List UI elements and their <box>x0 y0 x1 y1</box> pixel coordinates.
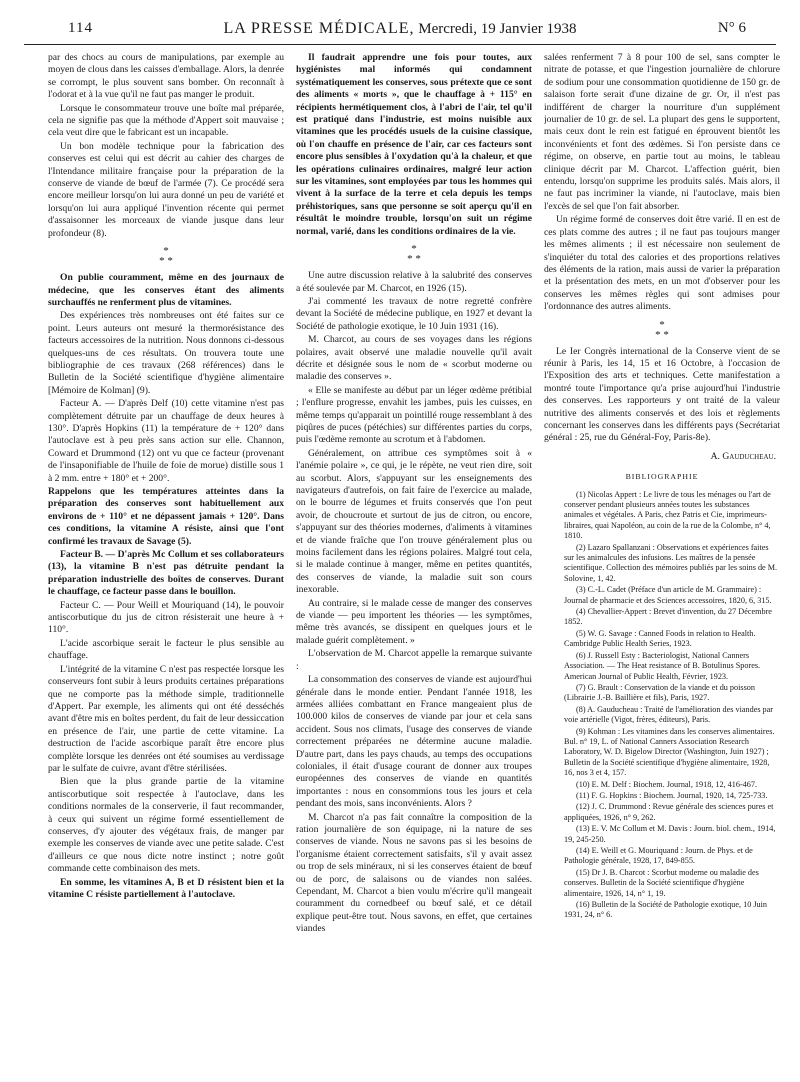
quotation: Généralement, on attribue ces symptômes soit à « l'anémie polaire », ce qui, je le répète, ne veut rien dire, soit au scorbut. Alors, s'appuyant sur les enseignements des navigateurs d'autrefois, on fait faire de l'exercice au malade, on le bourre de légumes et fruits conservés que l'on peut avoir, de choucroute et surtout de jus de citron, ou encore, s'appuyant sur des théories modernes, d'aliments à vitamines et de viande fraîche que l'on trouve généralement plus ou moins facilement dans les régions polaires. Malgré tout cela, si le malade continue à manger, même en petites quantités, des conserves de viande, la maladie suit son cours inexorable. <box>296 447 532 596</box>
paragraph: Un régime formé de conserves doit être varié. Il en est de ces plats comme des autres ; il ne faut pas toujours manger les mêmes aliments ; il est nécessaire non seulement de s'inquiéter du total des calories et des proportions relatives des éléments de la ration, mais aussi de varier la préparation et la présentation des mets, en un mot d'observer pour les conserves les mêmes règles qui sont admises pour l'ordonnance des autres aliments. <box>544 214 780 313</box>
column-1 <box>48 52 284 1072</box>
column-3 <box>544 52 780 1072</box>
bibliography-entry: (14) E. Weill et G. Mouriquand : Journ. de Phys. et de Pathologie générale, 1928, 17, 849-855. <box>564 846 753 866</box>
bibliography-entry: (11) F. G. Hopkins : Biochem. Journal, 1920, 14, 725-733. <box>576 790 768 800</box>
paragraph: Facteur C. — Pour Weill et Mouriquand (14), le pouvoir antiscorbutique du jus de citron résisterait une heure à + 110°. <box>48 599 284 636</box>
section-separator: * * * <box>159 245 173 268</box>
running-title <box>24 20 776 38</box>
paragraph: La consommation des conserves de viande est aujourd'hui générale dans le monde entier. Pendant l'année 1918, les armées alliées combattant en France mangeaient plus de 100.000 kilos de conserves de viande par jour et cela sans accident. Sous nos climats, l'usage des conserves de viande correctement préparées ne détermine aucune maladie. D'autre part, dans les pays chauds, au temps des occupations coloniales, il était d'usage courant de donner aux troupes européennes des conserves de viande en quantités importantes : nous en consommions tous les jours et cela pendant des mois, sans inconvénients. Alors ? <box>296 674 532 810</box>
bibliography-entry: (15) Dr J. B. Charcot : Scorbut moderne ou maladie des conserves. Bulletin de la Société scientifique d'hygiène alimentaire, 1926, 14, n° 1, 19. <box>564 867 759 898</box>
article-body <box>48 52 780 1072</box>
paragraph: Rappelons que les températures atteintes dans la préparation des conserves sont habituellement aux environs de + 110° et ne dépassent jamais + 120°. Dans ces conditions, la vitamine A résiste, ainsi que l'ont confirmé les travaux de Savage (5). <box>48 486 284 547</box>
paragraph: En somme, les vitamines A, B et D résistent bien et la vitamine C résiste partiellement à l'autoclave. <box>48 876 284 900</box>
bibliography-list <box>544 490 780 921</box>
bibliography-entry: (1) Nicolas Appert : Le livre de tous les ménages ou l'art de conserver pendant plusieurs années toutes les substances animales et végétales. A Paris, chez Patris et Cie, imprimeurs-libraires, quai Napoléon, au coin de la rue de la Colombe, n° 4, 1810. <box>564 489 771 541</box>
paragraph: salées renferment 7 à 8 pour 100 de sel, sans compter le nitrate de potasse, et que l'ingestion journalière de chlorure de sodium pour une consommation quotidienne de 150 gr. de salaison forte serait d'une dizaine de gr. Or, il n'est pas indifférent de charger la nourriture d'un supplément journalier de 10 gr. de sel. La plupart des gens le supportent, mais ceux dont le rein est fatigué en éprouvent bientôt les inconvénients et font des œdèmes. Si l'on persiste dans ce régime, on observe, en partie tout au moins, le tableau clinique décrit par M. Charcot. L'affection guérit, bien entendu, lorsqu'on supprime les produits salés. Mais alors, il ne faut pas incriminer la viande, ni l'autoclave, mais bien l'excès de sel que l'on fait absorber. <box>544 52 780 212</box>
paragraph: Bien que la plus grande partie de la vitamine antiscorbutique soit respectée à l'autoclave, dans les conditions normales de la conserverie, il faut recommander, à ceux qui suivent un régime formé essentiellement de conserves, d'y ajouter des végétaux frais, de manger par exemple les conserves de viande avec une petite salade. C'est d'ailleurs ce que nous dicte notre instinct ; notre goût commande cette combinaison des mets. <box>48 776 284 875</box>
issue-number: N° 6 <box>717 20 746 36</box>
paragraph: M. Charcot n'a pas fait connaître la composition de la ration journalière de son équipage, ni la nature de ses conserves de viande. Nous ne savons pas si les besoins de l'organisme étaient correctement satisfaits, s'il y avait assez ou trop de sels minéraux, ni si les conserves étaient de bœuf ou de porc, de salaisons ou de viandes non salées. Cependant, M. Charcot a bien voulu m'écrire qu'il mangeait couramment du cornedbeef ou bœuf salé, et ce détail explique peut-être tout. Nous savons, en effet, que certaines viandes <box>296 811 532 935</box>
paragraph: Une autre discussion relative à la salubrité des conserves a été soulevée par M. Charcot, en 1926 (15). <box>296 270 532 294</box>
bibliography-heading: BIBLIOGRAPHIE <box>625 472 699 482</box>
paragraph: Facteur A. — D'après Delf (10) cette vitamine n'est pas complètement détruite par un chauffage de deux heures à 130°. D'après Hopkins (11) la température de + 120° dans l'autoclave est à peu près sans action sur elle. Channon, Coward et Drummond (12) ont vu que ce facteur (provenant de l'insaponifiable de l'huile de foie de morue) distille sous 1 à 2 mm. entre + 180° et + 200°. <box>48 398 284 484</box>
column-2 <box>296 52 532 1072</box>
paragraph: L'observation de M. Charcot appelle la remarque suivante : <box>296 648 532 672</box>
bibliography-entry: (12) J. C. Drummond : Revue générale des sciences pures et appliquées, 1926, n° 9, 262. <box>564 802 774 822</box>
author-signature: A. Gauducheau. <box>710 450 776 462</box>
journal-name: LA PRESSE MÉDICALE, <box>223 20 415 37</box>
paragraph: par des chocs au cours de manipulations, par exemple au moyen de clous dans les caisses d'emballage. Alors, la denrée se corrompt, le plus souvent sans bomber. On reconnaît à l'odorat et à la vue qu'il ne faut pas manger le produit. <box>48 52 284 101</box>
bibliography-entry: (13) E. V. Mc Collum et M. Davis : Journ. biol. chem., 1914, 19, 245-250. <box>564 824 776 844</box>
section-separator: * * * <box>655 318 669 341</box>
paragraph: M. Charcot, au cours de ses voyages dans les régions polaires, avait observé une maladie nouvelle qu'il avait décrite et désignée sous le nom de « scorbut moderne ou maladie des conserves ». <box>296 334 532 383</box>
page-number: 114 <box>68 20 93 36</box>
bibliography-entry: (3) C.-L. Cadet (Préface d'un article de M. Grammaire) : Journal de pharmacie et des Sciences accessoires, 1820, 6, 315. <box>564 585 772 605</box>
paragraph: J'ai commenté les travaux de notre regretté confrère devant la Société de médecine publique, en 1927 et devant la Société de pathologie exotique, le 10 Juin 1931 (16). <box>296 295 532 332</box>
bibliography-entry: (10) E. M. Delf : Biochem. Journal, 1918, 12, 416-467. <box>576 779 758 789</box>
quotation: Au contraire, si le malade cesse de manger des conserves de viande — peu importent les théories — les symptômes, même très avancés, se dissipent en quelques jours et le malade guérit complètement. » <box>296 597 532 646</box>
bibliography-entry: (7) G. Brault : Conservation de la viande et du poisson (Librairie J.-B. Baillière et fils), Paris, 1927. <box>564 682 755 703</box>
bibliography-entry: (5) W. G. Savage : Canned Foods in relation to Health. Cambridge Public Health Series, 1923. <box>564 628 756 649</box>
bibliography-entry: (2) Lazaro Spallanzani : Observations et expériences faites sur les animalcules des infusions. Les maîtres de la pensée scientifique. Collection des mémoires publiés par les soins de M. Solovine, 1, 42. <box>564 542 778 583</box>
paragraph: Il faudrait apprendre une fois pour toutes, aux hygiénistes mal informés qui condamnent systématiquement les conserves, sous prétexte que ce sont des aliments « morts », que le chauffage à + 115° en récipients hermétiquement clos, à l'abri de l'air, tel qu'il est pratiqué dans l'industrie, est moins nuisible aux vitamines que les procédés usuels de la cuisine classique, où l'on chauffe en présence de l'air, car ces facteurs sont encore plus sensibles à l'oxydation qu'à la chaleur, et que les opérations culinaires ordinaires, malgré leur action sur les vitamines, sont employées par tous les hommes qui vivent à la surface de la terre et cela depuis les temps préhistoriques, sans que personne se soit aperçu qu'il en résultât le moindre trouble, lorsqu'on suit un régime normal, varié, dans les conditions ordinaires de la vie. <box>296 52 532 237</box>
section-separator: * * * <box>407 243 421 266</box>
bibliography-entry: (6) J. Russell Esty : Bacteriologist, National Canners Association. — The Heat resistance of B. Botulinus Spores. American Journal of Public Health, Février, 1923. <box>564 650 761 681</box>
bibliography-entry: (9) Kohman : Les vitamines dans les conserves alimentaires. Bul. n° 19, L. of National Canners Association Research Laboratory, W. D. Bigelow Director (Washington, Juin 1927) ; Bulletin de la Société scientifique d'hygiène alimentaire, 1928, 16, nos 3 et 4, 157. <box>564 726 775 778</box>
page-header <box>24 18 776 45</box>
quotation: « Elle se manifeste au début par un léger œdème prétibial ; l'enflure progresse, envahit les jambes, puis les cuisses, en même temps qu'apparait un pointillé rouge ressemblant à des piqûres de puces (pétéchies) sur différentes parties du corps, puis l'œdème remonte au scrotum et à l'abdomen. <box>296 384 532 446</box>
bibliography-entry: (8) A. Gauducheau : Traité de l'amélioration des viandes par voie artérielle (Vigot, frères, éditeurs), Paris. <box>564 704 774 725</box>
paragraph: Des expériences très nombreuses ont été faites sur ce point. Leurs auteurs ont mesuré la thermorésistance des facteurs accessoires de la nutrition. Nous donnons ci-dessous quelques-uns de ces résultats. On trouvera toute une bibliographie de ces travaux (268 références) dans le Bulletin de la Société scientifique d'hygiène alimentaire [Mémoire de Kolman] (9). <box>48 310 284 396</box>
issue-date: Mercredi, 19 Janvier 1938 <box>418 21 577 37</box>
paragraph: Un bon modèle technique pour la fabrication des conserves est celui qui est décrit au cahier des charges de l'Intendance militaire française pour la préparation de la conserve de viande de bœuf de l'armée (7). Ce procédé sera encore meilleur lorsqu'on lui aura donné un peu de variété et lorsqu'on lui aura appliqué l'invention récente qui permet d'assaisonner les morceaux de viande jusque dans leur profondeur (8). <box>48 140 284 239</box>
paragraph: L'intégrité de la vitamine C n'est pas respectée lorsque les conserveurs font subir à leurs produits certaines préparations que ne comporte pas la méthode simple, traditionnelle d'Appert. Par exemple, les aliments qui ont été desséchés avant d'être mis en boîtes perdent, du fait de leur dessiccation en présence de l'air, une partie de cette vitamine. La destruction de l'acide ascorbique paraît être encore plus complète lorsque les denrées ont été soumises au verdissage par le sulfate de cuivre, avant d'être stérilisées. <box>48 663 284 774</box>
bibliography-entry: (16) Bulletin de la Société de Pathologie exotique, 10 Juin 1931, 24, n° 6. <box>564 900 768 920</box>
bibliography-entry: (4) Chevallier-Appert : Brevet d'invention, du 27 Décembre 1852. <box>564 607 772 627</box>
paragraph: L'acide ascorbique serait le facteur le plus sensible au chauffage. <box>48 637 284 662</box>
paragraph: Le Ier Congrès international de la Conserve vient de se réunir à Paris, les 14, 15 et 16 Octobre, à l'occasion de l'Exposition des arts et techniques. Cette manifestation a montré toute l'importance qu'a prise aujourd'hui l'industrie des conserves. Les rapporteurs y ont traité de la valeur nutritive des aliments conservés et des lois et règlements concernant les conserves dans les différents pays (Secrétariat général : 25, rue du Général-Foy, Paris-8e). <box>544 345 780 444</box>
paragraph: Facteur B. — D'après Mc Collum et ses collaborateurs (13), la vitamine B n'est pas détruite pendant la préparation industrielle des boîtes de conserves. Durant le chauffage, ce facteur passe dans le bouillon. <box>48 549 284 598</box>
paragraph: Lorsque le consommateur trouve une boîte mal préparée, cela ne signifie pas que la méthode d'Appert soit mauvaise ; cela veut dire que le fabricant est un incapable. <box>48 102 284 139</box>
paragraph: On publie couramment, même en des journaux de médecine, que les conserves étant des aliments surchauffés ne renferment plus de vitamines. <box>48 272 284 308</box>
